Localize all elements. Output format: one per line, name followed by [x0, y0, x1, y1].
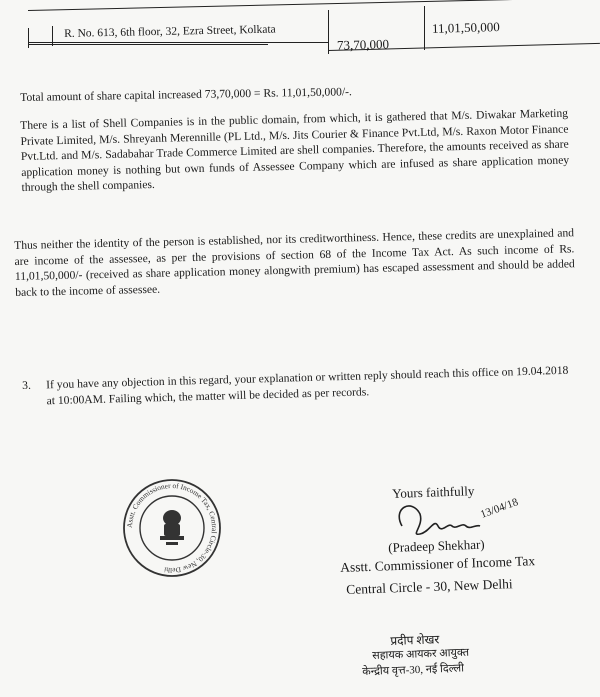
objection-text: If you have any objection in this regard, your explanation or written reply should reach this office on 19.04.2018 at 10:00AM. Failing which, the matter will be decided as per records. — [46, 363, 569, 407]
signature-date: 13/04/18 — [478, 496, 520, 521]
hindi-designation: सहायक आयकर आयुक्त — [372, 646, 470, 662]
seal-text: Asstt. Commissioner of Income Tax, Central Circle-30, New Delhi — [124, 480, 220, 576]
closing-salutation: Yours faithfully — [392, 483, 475, 501]
objection-paragraph — [22, 363, 573, 410]
table-amount-cell: 73,70,000 — [336, 36, 390, 53]
objection-number: 3. — [22, 378, 32, 392]
table-address-cell: R. No. 613, 6th floor, 32, Ezra Street, Kolkata — [64, 23, 276, 40]
table-total-cell: 11,01,50,000 — [431, 19, 500, 36]
national-emblem-icon — [160, 510, 184, 545]
office-seal-stamp — [120, 476, 224, 580]
total-capital-line: Total amount of share capital increased 73,70,000 = Rs. 11,01,50,000/-. — [20, 85, 352, 104]
signatory-designation: Asstt. Commissioner of Income Tax — [340, 553, 536, 575]
shell-companies-paragraph: There is a list of Shell Companies is in the public domain, from which, it is gathered that M/s. Diwakar Marketing Private Limited, M/s. Shreyanh Merennille (PL Ltd., M/s. Jits Courier & Finance Pvt.Ltd, M/s. Raxon Motor Finance Pvt.Ltd. and M/s. Sadabahar Trade Commerce Limited are shell companies. Therefore, the amounts received as share application money is nothing but own funds of Assessee Company which are infused as share application money through the shell companies. — [20, 106, 570, 195]
hindi-name: प्रदीप शेखर — [390, 632, 440, 648]
signatory-office: Central Circle - 30, New Delhi — [346, 576, 513, 597]
identity-paragraph: Thus neither the identity of the person is established, nor its creditworthiness. Hence, these credits are unexplained and are income of the assessee, as per the provisions of section 68 of the Income Tax Act. As such income of Rs. 11,01,50,000/- (received as share application money alongwith premium) has escaped assessment and should be added back to the income of assessee. — [14, 226, 575, 299]
signatory-name: (Pradeep Shekhar) — [388, 536, 485, 555]
hindi-office: केन्द्रीय वृत्त-30, नई दिल्ली — [362, 662, 465, 678]
